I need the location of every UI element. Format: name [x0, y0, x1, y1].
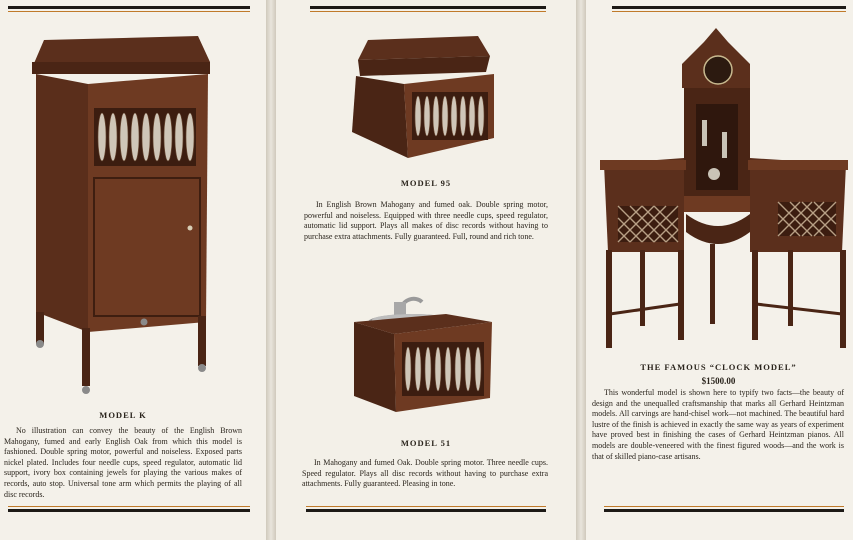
model-k-cabinet-illustration — [28, 32, 218, 404]
top-rule — [612, 6, 846, 12]
model-title: MODEL K — [99, 410, 147, 420]
bottom-rule — [8, 506, 250, 512]
clock-model-console-illustration — [600, 24, 852, 350]
top-rule — [8, 6, 250, 12]
model-title: MODEL 51 — [400, 438, 452, 448]
model-description: No illustration can convey the beauty of the English Brown Mahogany, fumed and early English Oak from which this model is fashioned. Double spring motor, powerful and noiseless. Exposed parts nickel plated. Includes four needle cups, speed regulator, automatic lid support, ivory box containing jewels for playing the various makes of records, auto stop. Universal tone arm which permits the playing of all disc records. — [4, 426, 242, 499]
model-51-table-top-illustration — [350, 292, 496, 416]
bottom-rule — [306, 506, 546, 512]
model-95-table-top-illustration — [348, 34, 500, 164]
panel-model-k — [0, 0, 266, 540]
model-description: In English Brown Mahogany and fumed oak. Double spring motor, powerful and noiseless. Equipped with three needle cups, speed regulator, automatic lid support. Plays all makes of disc records without having to purchase extra attachments. Fully guaranteed. Full, round and rich tone. — [304, 200, 548, 241]
model-title: MODEL 95 — [400, 178, 452, 188]
panel-models-95-51 — [276, 0, 576, 540]
grille — [94, 108, 196, 166]
clock-face — [704, 56, 732, 84]
top-rule — [310, 6, 546, 12]
fold-line — [266, 0, 276, 540]
lattice-right — [778, 202, 836, 236]
lattice-left — [618, 206, 678, 242]
price: $1500.00 — [701, 376, 736, 386]
panel-clock-model — [586, 0, 853, 540]
model-title: THE FAMOUS “CLOCK MODEL” — [640, 362, 797, 372]
bottom-rule — [604, 506, 844, 512]
fold-line — [576, 0, 586, 540]
model-description: This wonderful model is shown here to typify two facts—the beauty of design and the unequalled craftsmanship that marks all Gerhard Heintzman models. All carvings are hand-chisel work—not machined. The beautiful hard lustre of the finish is achieved in exactly the same way as years of experiment have proved best in finishing the cases of Gerhard Heintzman pianos. All models are double-veneered with the finest figured woods—and the work is that of skilled piano-case artisans. — [592, 388, 844, 461]
model-description: In Mahogany and fumed Oak. Double spring motor. Three needle cups. Speed regulator. Plays all disc records without having to purchase extra attachments. Fully guaranteed. Pleasing in tone. — [302, 458, 548, 489]
